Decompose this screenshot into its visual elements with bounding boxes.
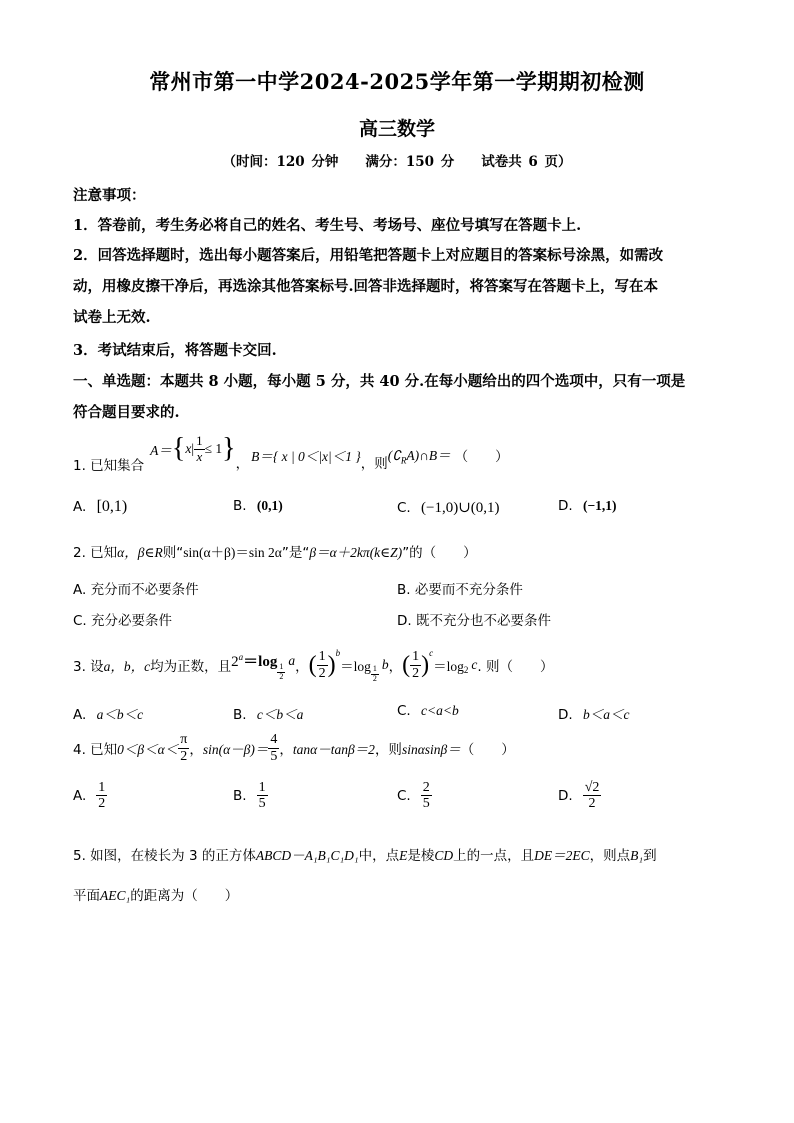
q1-brace-close: }	[222, 433, 236, 464]
q5-point-e: E	[399, 848, 408, 863]
q4-option-b-num: 1	[258, 780, 266, 795]
q1-set-a-lhs: A＝	[150, 443, 172, 458]
q3-log-base-1	[277, 663, 285, 682]
q2-text-b: 则“	[162, 545, 184, 561]
q3-comma-2: ，	[388, 659, 403, 675]
q5-edge-cd: CD	[434, 848, 454, 863]
section-heading-line-1: 一、单选题：本题共 8 小题，每小题 5 分，共 40 分.在每小题给出的四个选项中，只有一项是	[73, 373, 686, 390]
note-item-2-line-3: 试卷上无效.	[73, 309, 151, 326]
q3-comma-1: ，	[295, 659, 309, 675]
q1-option-a	[73, 498, 127, 516]
q1-option-a-value: [0,1)	[96, 498, 128, 515]
q3-eq3-exp: c	[429, 648, 434, 658]
q4-sin-frac	[268, 732, 279, 764]
q3-option-b-label: B.	[233, 707, 247, 723]
q4-option-a-den: 2	[98, 796, 106, 812]
q3-option-c-value: c<a<b	[421, 703, 459, 718]
q2-vars: α，β∈R	[117, 545, 163, 560]
q3-option-d-label: D.	[558, 707, 573, 723]
q4-option-c-den: 5	[422, 796, 430, 812]
q3-eq2-arg: b	[381, 657, 389, 672]
q1-option-c-label: C.	[397, 500, 411, 516]
q2-condition-2: β＝α＋2kπ(k∈Z)	[309, 545, 403, 560]
q4-sin-den: 5	[270, 748, 278, 764]
q3-eq1-log: ＝log	[243, 653, 278, 670]
q1-expr	[388, 444, 451, 466]
q1-bar: |	[191, 441, 195, 456]
q1-fraction	[194, 434, 205, 464]
q1-blank: （ ）	[454, 449, 509, 465]
q3-text-b: 均为正数，且	[150, 659, 232, 675]
q3-option-d	[558, 703, 629, 723]
question-3	[73, 642, 553, 688]
note-item-3: 3．考试结束后，将答题卡交回.	[73, 342, 277, 359]
q1-option-c	[397, 498, 500, 517]
q4-pi-over-2	[178, 732, 189, 764]
q1-frac-num: 1	[196, 433, 203, 449]
q5-text-f: 到	[643, 848, 657, 864]
q3-paren-close-2: )	[327, 651, 336, 678]
q5-text-h: 的距离为（ ）	[130, 888, 239, 904]
q4-option-d	[558, 780, 601, 812]
q5-text-e: ，则点	[589, 848, 631, 864]
q2-option-c: C. 充分必要条件	[73, 613, 173, 629]
note-item-1: 1．答卷前，考生务必将自己的姓名、考生号、考场号、座位号填写在答题卡上.	[73, 217, 582, 234]
q3-half-3-den: 2	[412, 665, 420, 681]
q3-half-3-num: 1	[412, 649, 420, 665]
q5-text-g: 平面	[73, 888, 100, 904]
exam-subject: 高三数学	[358, 118, 435, 140]
q4-comma-2: ，	[279, 742, 293, 758]
q3-option-a-label: A.	[73, 707, 87, 723]
q4-sin-num: 4	[270, 732, 278, 748]
q3-eq1-base: 2	[231, 653, 239, 670]
q3-half-2-den: 2	[318, 665, 326, 681]
q1-expr-tail: A)∩B＝	[406, 448, 451, 464]
q1-set-a-rel: ≤ 1	[204, 441, 223, 456]
q3-half-2-num: 1	[318, 649, 326, 665]
q4-option-c	[397, 780, 432, 812]
q4-option-b	[233, 780, 268, 812]
q3-prefix: 3. 设	[73, 659, 104, 675]
q3-tail: . 则（ ）	[477, 659, 554, 675]
q4-prefix: 4. 已知	[73, 742, 118, 758]
q5-plane: AEC₁	[100, 888, 131, 903]
q3-paren-open-2: (	[308, 651, 317, 678]
q3-eq3-arg: c	[471, 657, 478, 672]
q4-pi-num: π	[180, 732, 188, 748]
q3-log-base-1-num: 1	[279, 661, 284, 671]
q1-frac-den: x	[196, 448, 203, 464]
q1-option-c-value: (−1,0)∪(0,1)	[421, 500, 500, 516]
q1-option-d-value: (−1,1)	[582, 498, 617, 513]
q4-option-d-label: D.	[558, 787, 573, 804]
q5-text-c: 是棱	[407, 848, 435, 864]
q3-eq3-base: 2	[463, 665, 469, 675]
q3-log-base-2-num: 1	[372, 663, 377, 673]
q4-pi-den: 2	[180, 748, 188, 764]
q1-expr-head: (∁	[387, 448, 401, 464]
section-heading-line-2: 符合题目要求的.	[73, 404, 180, 421]
q4-option-a-frac	[96, 780, 107, 812]
q1-prefix: 1. 已知集合	[73, 458, 145, 474]
note-item-2-line-1: 2．回答选择题时，选出每小题答案后，用铅笔把答题卡上对应题目的答案标号涂黑，如需改	[73, 247, 664, 264]
q4-target: sinαsinβ＝	[401, 742, 461, 757]
q4-option-a-label: A.	[73, 787, 87, 804]
q1-set-a-var: x	[185, 441, 192, 456]
q2-prefix: 2. 已知	[73, 545, 118, 561]
q3-option-b-value: c＜b＜a	[256, 707, 304, 722]
q3-option-a	[73, 703, 143, 723]
q2-text-c: ”是“	[281, 545, 310, 561]
q4-option-a-num: 1	[98, 780, 106, 795]
q5-cube: ABCD－A₁B₁C₁D₁	[255, 848, 359, 863]
q4-option-b-label: B.	[233, 787, 247, 804]
q1-then: ，则	[360, 456, 388, 472]
q4-sin-lhs: sin(α－β)＝	[202, 742, 269, 757]
q1-option-b-label: B.	[233, 498, 247, 514]
q1-option-d	[558, 498, 617, 514]
notes-heading: 注意事项：	[73, 187, 146, 204]
q3-option-d-value: b＜a＜c	[582, 707, 630, 722]
q3-vars: a，b，c	[103, 659, 151, 674]
q3-log-base-2-den: 2	[372, 673, 377, 683]
q1-expr-sub: R	[400, 455, 407, 466]
q3-paren-open-3: (	[402, 651, 411, 678]
q4-option-d-frac	[583, 780, 602, 812]
q4-option-d-den: 2	[588, 796, 596, 812]
q5-text-d: 上的一点，且	[453, 848, 535, 864]
q1-option-b-value: (0,1)	[256, 498, 283, 513]
q5-relation: DE＝2EC	[534, 848, 590, 863]
q5-point-b1: B₁	[630, 848, 644, 863]
q3-eq2-exp: b	[335, 648, 341, 658]
q3-half-2	[317, 649, 328, 681]
q4-option-a	[73, 780, 107, 812]
q5-text-b: 中，点	[358, 848, 400, 864]
q3-eq1-arg: a	[288, 653, 296, 668]
question-5-line-1	[73, 844, 657, 864]
q4-blank: （ ）	[460, 742, 515, 758]
q1-option-d-label: D.	[558, 498, 573, 514]
q5-text-a: 5. 如图，在棱长为 3 的正方体	[73, 848, 256, 864]
q2-option-b: B. 必要而不充分条件	[397, 582, 523, 598]
q3-option-a-value: a＜b＜c	[96, 707, 144, 722]
q4-option-c-label: C.	[397, 787, 411, 804]
exam-title: 常州市第一中学2024-2025学年第一学期期初检测	[149, 69, 645, 94]
exam-meta: （时间：120 分钟 满分：150 分 试卷共 6 页）	[222, 154, 572, 170]
q4-option-d-num: √2	[584, 780, 600, 795]
q2-text-d: ”的（ ）	[402, 545, 477, 561]
q2-option-d: D. 既不充分也不必要条件	[397, 613, 551, 629]
q3-eq2-log: ＝log	[340, 659, 371, 674]
q3-option-c-label: C.	[397, 703, 411, 719]
question-4	[73, 726, 515, 770]
q3-eq1	[231, 650, 277, 671]
q4-option-c-frac	[421, 780, 432, 812]
q1-option-b	[233, 498, 283, 514]
question-5-line-2	[73, 884, 238, 904]
q1-option-a-label: A.	[73, 499, 87, 515]
q1-comma: ，	[235, 456, 250, 472]
q4-then: ，则	[374, 742, 402, 758]
q3-half-3	[410, 649, 421, 681]
q3-eq3-log: ＝log	[433, 659, 464, 674]
q3-option-c	[397, 703, 459, 719]
note-item-2-line-2: 动，用橡皮擦干净后，再选涂其他答案标号.回答非选择题时，将答案写在答题卡上，写在本	[73, 278, 659, 295]
question-1	[73, 432, 509, 478]
q4-option-b-frac	[257, 780, 268, 812]
q3-paren-close-3: )	[421, 651, 430, 678]
question-2	[73, 541, 477, 561]
q3-log-base-2	[371, 665, 379, 684]
q4-inequality: 0＜β＜α＜	[117, 742, 179, 757]
q4-option-b-den: 5	[258, 796, 266, 812]
q2-condition-1: sin(α＋β)＝sin 2α	[183, 545, 282, 560]
q3-log-base-1-den: 2	[279, 671, 284, 681]
q3-option-b	[233, 703, 303, 723]
q3-eq1-exp: a	[238, 651, 244, 662]
q4-comma-1: ，	[189, 742, 203, 758]
q1-brace-open: {	[171, 433, 186, 464]
q1-set-b: B＝{ x | 0＜|x|＜1 }	[251, 449, 361, 464]
q4-option-c-num: 2	[422, 780, 430, 795]
q2-option-a: A. 充分而不必要条件	[73, 582, 199, 598]
q4-tan: tanα－tanβ＝2	[292, 742, 375, 757]
